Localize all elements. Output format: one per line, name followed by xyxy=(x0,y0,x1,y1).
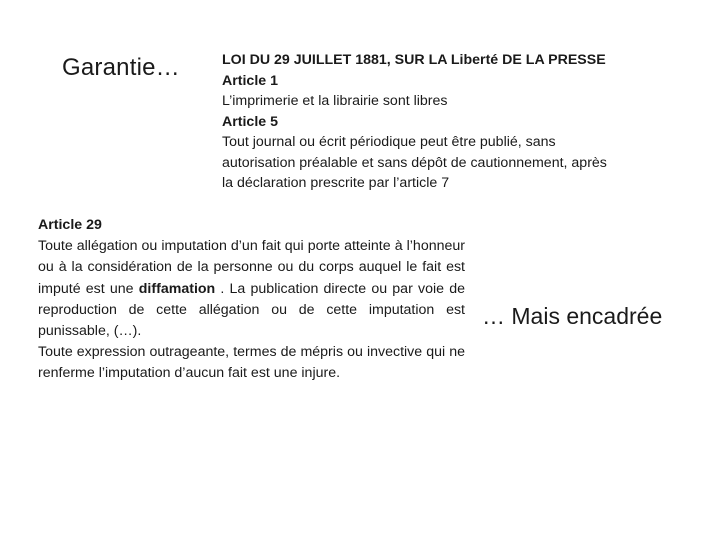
article-5-label: Article 5 xyxy=(222,113,278,130)
article-5-text-line-1: Tout journal ou écrit périodique peut être publié, sans xyxy=(222,134,556,150)
article-5-text-line-2: autorisation préalable et sans dépôt de cautionnement, après xyxy=(222,154,607,171)
defamation-term: diffamation xyxy=(138,280,216,297)
article-29-paragraph-1 xyxy=(38,236,465,342)
article-29-label: Article 29 xyxy=(38,217,102,233)
article-29-text-before-term: Toute allégation ou imputation d’un fait qui porte atteinte à l’honneur ou à la considération de la personne ou du corps auquel le fait est imputé est une xyxy=(38,238,465,297)
article-29-paragraph-2: Toute expression outrageante, termes de mépris ou invective qui ne renferme l’imputation d’aucun fait est une injure. xyxy=(38,344,465,382)
article-29-text-after-term: . La publication directe ou par voie de reproduction de cette allégation ou de cette imputation est punissable, (…). xyxy=(38,280,465,340)
law-excerpt xyxy=(222,50,692,194)
article-1-label: Article 1 xyxy=(222,72,278,89)
article-1-text: L’imprimerie et la librairie sont libres xyxy=(222,93,448,109)
article-29-block xyxy=(38,215,465,385)
law-heading: LOI DU 29 JUILLET 1881, SUR LA Liberté DE LA PRESSE xyxy=(222,52,606,68)
conclusion-text: … Mais encadrée xyxy=(482,303,663,329)
article-5-text-line-3: la déclaration prescrite par l’article 7 xyxy=(222,175,450,191)
slide-title: Garantie… xyxy=(62,54,180,81)
